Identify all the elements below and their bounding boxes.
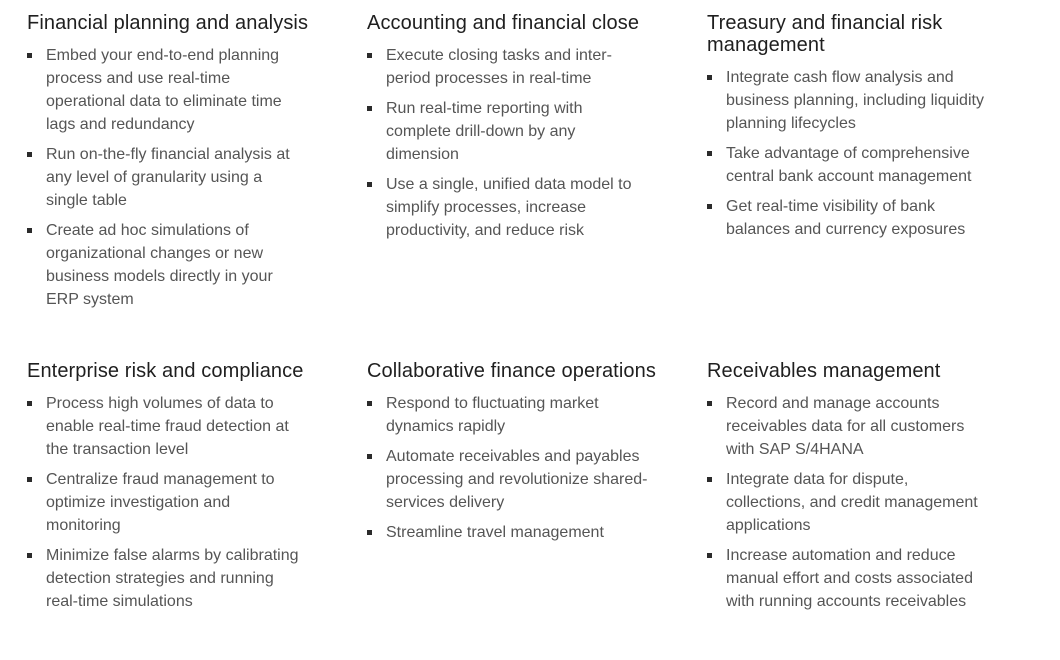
section-title: Financial planning and analysis bbox=[27, 12, 309, 34]
bullet-item bbox=[707, 392, 988, 461]
capabilities-grid bbox=[27, 12, 1047, 660]
section-financial-planning bbox=[27, 12, 367, 360]
square-bullet-icon bbox=[367, 106, 372, 111]
bullet-text: Use a single, unified data model to simplify processes, increase productivity, and reduce risk bbox=[386, 176, 632, 239]
bullet-list bbox=[27, 44, 337, 311]
bullet-item bbox=[27, 544, 308, 613]
section-treasury-risk bbox=[707, 12, 1047, 360]
square-bullet-icon bbox=[27, 553, 32, 558]
section-title: Accounting and financial close bbox=[367, 12, 640, 34]
bullet-text: Create ad hoc simulations of organizational changes or new business models directly in your ERP system bbox=[46, 222, 273, 308]
bullet-item bbox=[707, 468, 988, 537]
bullet-item bbox=[707, 142, 988, 188]
section-title: Enterprise risk and compliance bbox=[27, 360, 304, 382]
bullet-item bbox=[367, 392, 648, 438]
bullet-item bbox=[27, 143, 308, 212]
bullet-text: Respond to fluctuating market dynamics rapidly bbox=[386, 395, 599, 435]
square-bullet-icon bbox=[27, 401, 32, 406]
square-bullet-icon bbox=[367, 53, 372, 58]
square-bullet-icon bbox=[707, 477, 712, 482]
section-title: Collaborative finance operations bbox=[367, 360, 656, 382]
bullet-item bbox=[707, 195, 988, 241]
bullet-list bbox=[367, 44, 677, 242]
square-bullet-icon bbox=[367, 182, 372, 187]
bullet-item bbox=[707, 544, 988, 613]
bullet-list bbox=[367, 392, 677, 544]
bullet-text: Automate receivables and payables processing and revolutionize shared-services delivery bbox=[386, 448, 648, 511]
bullet-text: Record and manage accounts receivables data for all customers with SAP S/4HANA bbox=[726, 395, 965, 458]
bullet-text: Process high volumes of data to enable real-time fraud detection at the transaction level bbox=[46, 395, 289, 458]
bullet-list bbox=[707, 66, 1017, 241]
square-bullet-icon bbox=[707, 75, 712, 80]
bullet-item bbox=[367, 521, 648, 544]
bullet-item bbox=[367, 445, 648, 514]
bullet-item bbox=[707, 66, 988, 135]
bullet-item bbox=[27, 392, 308, 461]
section-receivables bbox=[707, 360, 1047, 660]
square-bullet-icon bbox=[367, 530, 372, 535]
bullet-text: Run real-time reporting with complete drill-down by any dimension bbox=[386, 100, 583, 163]
bullet-text: Take advantage of comprehensive central bank account management bbox=[726, 145, 972, 185]
bullet-list bbox=[707, 392, 1017, 613]
bullet-text: Integrate data for dispute, collections, and credit management applications bbox=[726, 471, 978, 534]
bullet-list bbox=[27, 392, 337, 613]
square-bullet-icon bbox=[27, 53, 32, 58]
bullet-item bbox=[367, 97, 648, 166]
bullet-text: Execute closing tasks and inter-period processes in real-time bbox=[386, 47, 612, 87]
section-enterprise-risk bbox=[27, 360, 367, 660]
square-bullet-icon bbox=[707, 151, 712, 156]
square-bullet-icon bbox=[367, 401, 372, 406]
bullet-text: Centralize fraud management to optimize investigation and monitoring bbox=[46, 471, 275, 534]
bullet-text: Streamline travel management bbox=[386, 524, 604, 541]
section-accounting-close bbox=[367, 12, 707, 360]
bullet-item bbox=[27, 468, 308, 537]
bullet-item bbox=[27, 219, 308, 311]
square-bullet-icon bbox=[707, 553, 712, 558]
square-bullet-icon bbox=[27, 152, 32, 157]
section-title: Treasury and financial risk management bbox=[707, 12, 943, 56]
bullet-text: Integrate cash flow analysis and business planning, including liquidity planning lifecycles bbox=[726, 69, 984, 132]
bullet-item bbox=[367, 44, 648, 90]
bullet-text: Run on-the-fly financial analysis at any level of granularity using a single table bbox=[46, 146, 290, 209]
square-bullet-icon bbox=[27, 477, 32, 482]
square-bullet-icon bbox=[27, 228, 32, 233]
bullet-item bbox=[27, 44, 308, 136]
square-bullet-icon bbox=[707, 204, 712, 209]
square-bullet-icon bbox=[367, 454, 372, 459]
section-collaborative-finance bbox=[367, 360, 707, 660]
bullet-text: Increase automation and reduce manual effort and costs associated with running accounts receivables bbox=[726, 547, 973, 610]
bullet-text: Embed your end-to-end planning process and use real-time operational data to eliminate time lags and redundancy bbox=[46, 47, 282, 133]
bullet-item bbox=[367, 173, 648, 242]
bullet-text: Get real-time visibility of bank balances and currency exposures bbox=[726, 198, 966, 238]
section-title: Receivables management bbox=[707, 360, 941, 382]
square-bullet-icon bbox=[707, 401, 712, 406]
bullet-text: Minimize false alarms by calibrating detection strategies and running real-time simulations bbox=[46, 547, 299, 610]
